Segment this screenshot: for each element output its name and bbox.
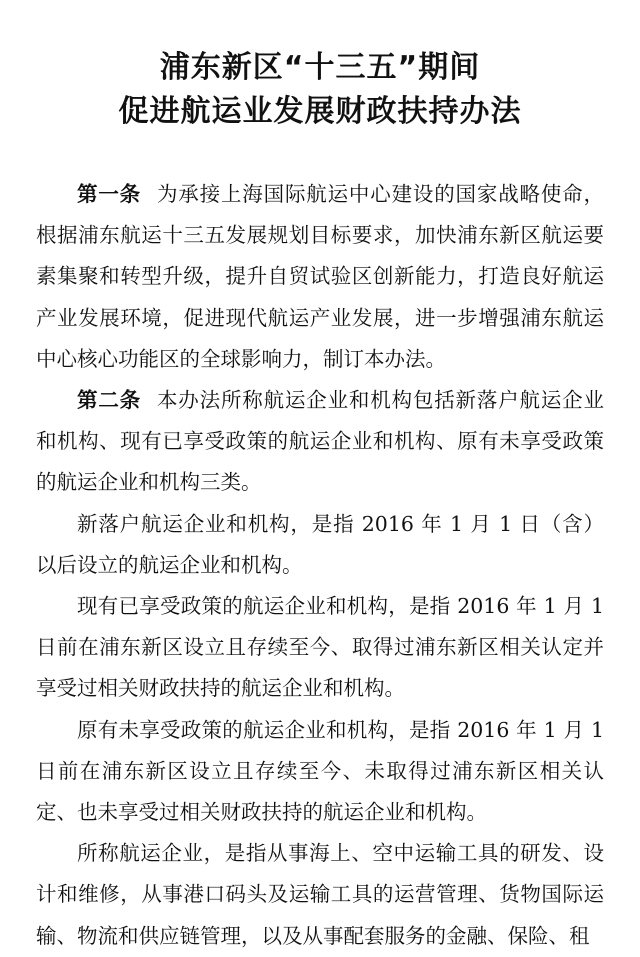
article-1-heading: 第一条 [77, 182, 141, 206]
paragraph-new-enterprises [36, 504, 604, 586]
paragraph-original-enterprises-text: 原有未享受政策的航运企业和机构，是指 2016 年 1 月 1 日前在浦东新区设立且存续至今、未取得过浦东新区相关认定、也未享受过相关财政扶持的航运企业和机构。 [36, 717, 604, 825]
document-title [36, 46, 604, 134]
title-line-1: 浦东新区“十三五”期间 [159, 50, 481, 85]
paragraph-shipping-enterprise-definition-text: 所称航运企业，是指从事海上、空中运输工具的研发、设计和维修，从事港口码头及运输工具的运营管理、货物国际运输、物流和供应链管理，以及从事配套服务的金融、保险、租 [36, 841, 604, 948]
article-1-paragraph [36, 174, 604, 380]
paragraph-existing-enterprises [36, 586, 604, 710]
article-1-text: 为承接上海国际航运中心建设的国家战略使命，根据浦东航运十三五发展规划目标要求，加快浦东新区航运要素集聚和转型升级，提升自贸试验区创新能力，打造良好航运产业发展环境，促进现代航运产业发展，进一步增强浦东航运中心核心功能区的全球影响力，制订本办法。 [36, 182, 605, 371]
paragraph-new-enterprises-text: 新落户航运企业和机构，是指 2016 年 1 月 1 日（含）以后设立的航运企业和机构。 [36, 511, 604, 577]
paragraph-existing-enterprises-text: 现有已享受政策的航运企业和机构，是指 2016 年 1 月 1 日前在浦东新区设立且存续至今、取得过浦东新区相关认定并享受过相关财政扶持的航运企业和机构。 [36, 594, 604, 701]
paragraph-original-enterprises [36, 710, 604, 834]
article-2-paragraph [36, 380, 604, 504]
paragraph-shipping-enterprise-definition [36, 833, 604, 957]
title-line-2: 促进航运业发展财政扶持办法 [118, 94, 522, 129]
article-2-heading: 第二条 [77, 388, 141, 413]
article-2-text: 本办法所称航运企业和机构包括新落户航运企业和机构、现有已享受政策的航运企业和机构、原有未享受政策的航运企业和机构三类。 [36, 388, 605, 495]
document-body [36, 174, 604, 957]
